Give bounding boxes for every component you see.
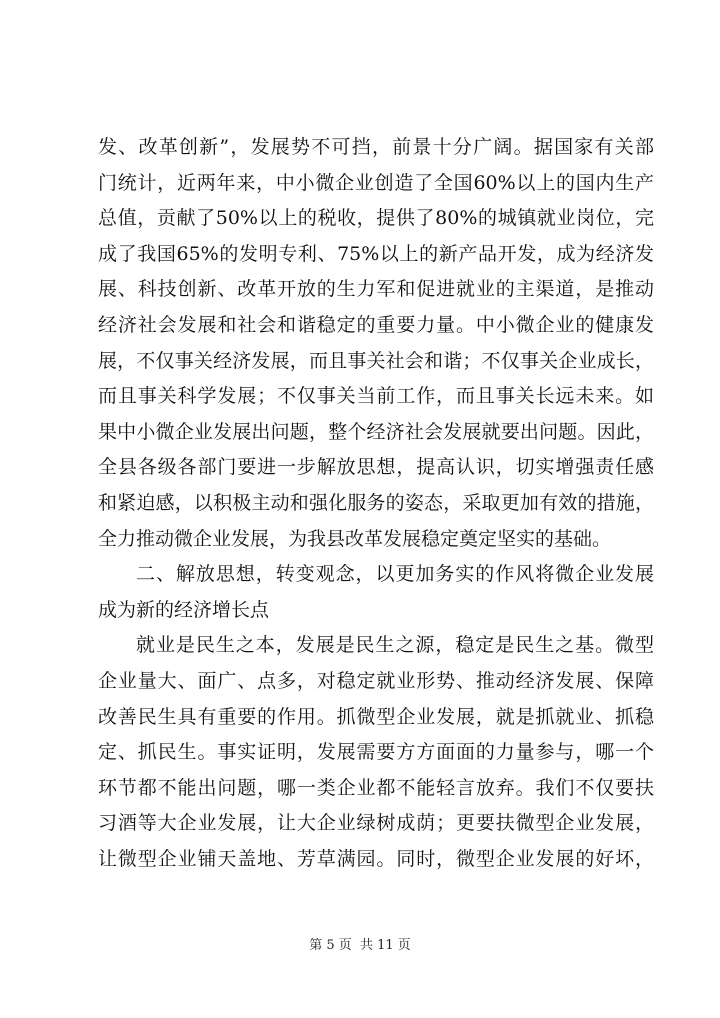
text-line: 果中小微企业发展出问题，整个经济社会发展就要出问题。因此， — [98, 420, 654, 443]
text-line: 而且事关科学发展；不仅事关当前工作，而且事关长远未来。如 — [98, 385, 654, 408]
text-line: 展，不仅事关经济发展，而且事关社会和谐；不仅事关企业成长， — [98, 349, 654, 372]
section-heading-line: 成为新的经济增长点 — [98, 598, 270, 621]
text-line: 定、抓民生。事实证明，发展需要方方面面的力量参与，哪一个 — [98, 741, 654, 764]
text-line: 门统计，近两年来，中小微企业创造了全国60%以上的国内生产 — [98, 171, 654, 194]
text-line: 总值，贡献了50%以上的税收，提供了80%的城镇就业岗位，完 — [98, 207, 654, 230]
text-line: 企业量大、面广、点多，对稳定就业形势、推动经济发展、保障 — [98, 669, 654, 692]
page-number: 第 5 页 — [309, 938, 352, 953]
page-total: 共 11 页 — [359, 938, 411, 953]
text-line: 展、科技创新、改革开放的生力军和促进就业的主渠道，是推动 — [98, 278, 654, 301]
page-footer — [0, 936, 720, 956]
text-line: 让微型企业铺天盖地、芳草满园。同时，微型企业发展的好坏， — [98, 847, 654, 870]
text-line: 全县各级各部门要进一步解放思想，提高认识，切实增强责任感 — [98, 456, 654, 479]
body-text — [98, 130, 654, 877]
text-line: 改善民生具有重要的作用。抓微型企业发展，就是抓就业、抓稳 — [98, 705, 654, 728]
section-heading-line: 二、解放思想，转变观念，以更加务实的作风将微企业发展 — [136, 563, 654, 586]
text-line: 经济社会发展和社会和谐稳定的重要力量。中小微企业的健康发 — [98, 313, 654, 336]
text-line: 和紧迫感，以积极主动和强化服务的姿态，采取更加有效的措施， — [98, 491, 654, 514]
text-line: 成了我国65%的发明专利、75%以上的新产品开发，成为经济发 — [98, 242, 654, 265]
text-line: 发、改革创新”，发展势不可挡，前景十分广阔。据国家有关部 — [98, 136, 654, 158]
text-line: 全力推动微企业发展，为我县改革发展稳定奠定坚实的基础。 — [98, 527, 612, 550]
text-line: 环节都不能出问题，哪一类企业都不能轻言放弃。我们不仅要扶 — [98, 776, 654, 799]
text-line: 就业是民生之本，发展是民生之源，稳定是民生之基。微型 — [136, 634, 654, 657]
text-line: 习酒等大企业发展，让大企业绿树成荫；更要扶微型企业发展， — [98, 812, 654, 835]
